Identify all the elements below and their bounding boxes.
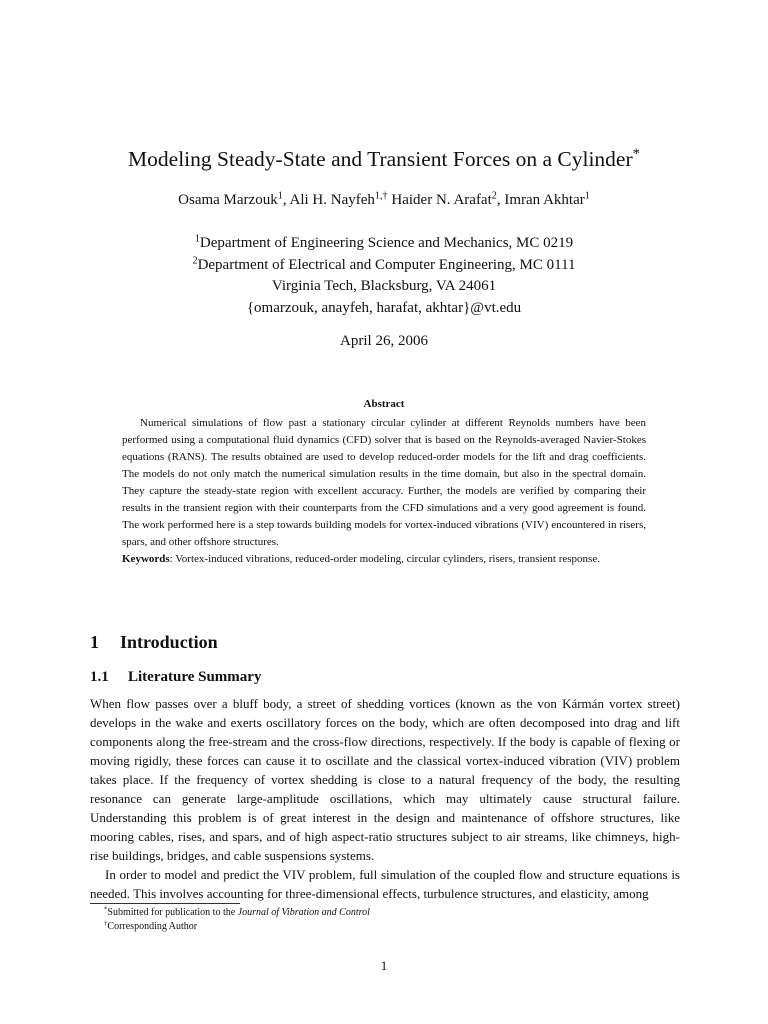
title-footnote-mark: * — [632, 145, 640, 162]
abstract — [122, 415, 646, 568]
contact-emails: {omarzouk, anayfeh, harafat, akhtar}@vt.edu — [246, 299, 522, 316]
footnote-rule — [90, 903, 240, 904]
paper-date: April 26, 2006 — [340, 333, 428, 349]
affiliation-line: $^2$Department of Electrical and Computer Engineering, MC 0111 — [192, 254, 576, 273]
section-number: 1 — [90, 632, 99, 652]
keywords — [122, 551, 646, 568]
abstract-heading: Abstract — [363, 398, 405, 410]
author-list — [0, 190, 768, 210]
affiliation-line: $^1$Department of Engineering Science and Mechanics, MC 0219 — [194, 233, 574, 251]
author: Imran Akhtar$^1$ — [504, 190, 590, 208]
paper-title — [0, 146, 768, 172]
affiliations — [0, 233, 768, 319]
subsection-heading — [90, 667, 261, 687]
section-title: Introduction — [120, 632, 218, 652]
keywords-label: Keywords — [122, 553, 170, 565]
subsection-number: 1.1 — [90, 669, 109, 685]
author: Osama Marzouk$^1$, — [178, 190, 290, 208]
body-text — [90, 694, 680, 903]
abstract-text: Numerical simulations of flow past a stationary circular cylinder at different Reynolds numbers have been performed using a computational fluid dynamics (CFD) solver that is based on the Reynolds-averaged Navier-Stokes equations (RANS). The results obtained are used to develop reduced-order models for the lift and drag coefficients. The models do not only match the numerical simulation results in the time domain, but also in the spectral domain. They capture the steady-state region with excellent accuracy. Further, the models are verified by comparing their results in the transient region with their counterparts from the CFD simulations and a very good agreement is found. The work performed here is a step towards building models for vortex-induced vibrations (VIV) encountered in risers, spars, and other offshore structures. — [122, 417, 646, 548]
footnote: †Corresponding Author — [104, 920, 198, 932]
title-text: Modeling Steady-State and Transient Forces on a Cylinder — [128, 147, 633, 171]
author: Haider N. Arafat$^2$, — [391, 190, 505, 208]
page-number: 1 — [380, 958, 388, 973]
paragraph: In order to model and predict the VIV problem, full simulation of the coupled flow and structure equations is needed. This involves accounting for three-dimensional effects, turbulence structures, and elasticity, among — [90, 867, 680, 901]
subsection-title: Literature Summary — [128, 669, 262, 685]
paragraph: When flow passes over a bluff body, a street of shedding vortices (known as the von Kármán vortex street) develops in the wake and exerts oscillatory forces on the body, which are often decomposed into drag and lift components along the free-stream and the cross-flow directions, respectively. If the body is capable of flexing or moving rigidly, these forces can cause it to oscillate and the classical vortex-induced vibration (VIV) problem takes place. If the frequency of vortex shedding is close to a natural frequency of the body, the resulting resonance can generate large-amplitude oscillations, which may ultimately cause structural failure. Understanding this problem is of great interest in the design and maintenance of offshore structures, like mooring cables, rises, and spars, and of high aspect-ratio structures subject to air streams, like chimneys, high-rise buildings, bridges, and cable suspensions systems. — [90, 696, 680, 863]
keywords-text: : Vortex-induced vibrations, reduced-order modeling, circular cylinders, risers, transient response. — [169, 553, 600, 565]
author: Ali H. Nayfeh$^{1,\dagger}$ — [289, 190, 388, 208]
footnote: *Submitted for publication to the Journal of Vibration and Control — [104, 906, 370, 918]
affiliation-line: Virginia Tech, Blacksburg, VA 24061 — [271, 278, 497, 294]
footnotes — [104, 906, 664, 934]
section-heading — [90, 630, 218, 654]
